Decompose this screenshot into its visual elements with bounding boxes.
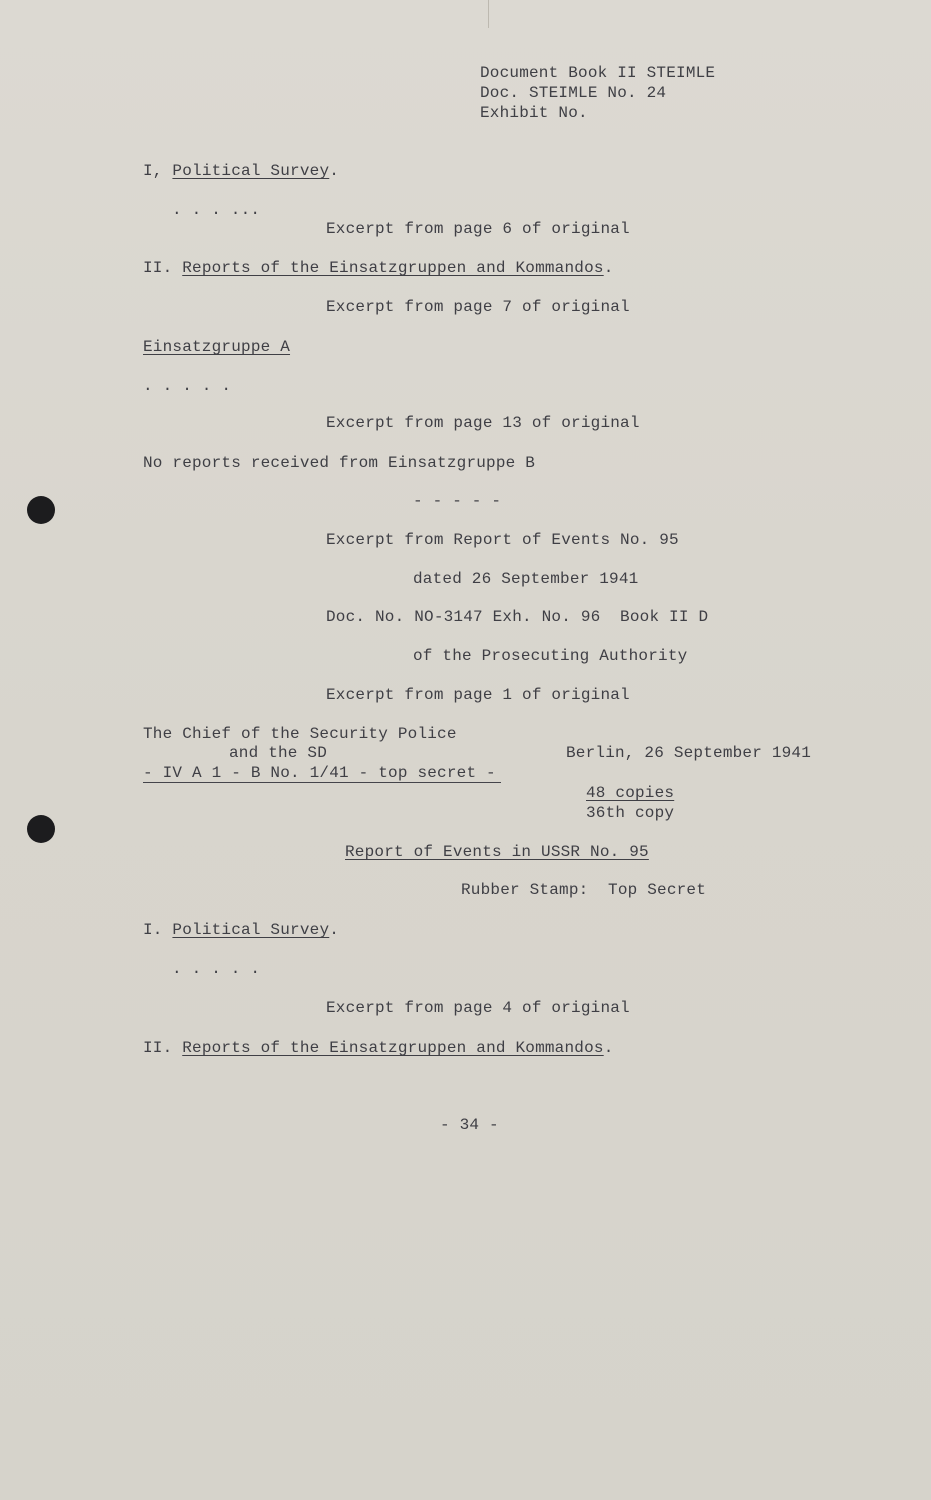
ellipsis-dots: . . . ... bbox=[172, 201, 261, 219]
group-heading: Einsatzgruppe A bbox=[143, 338, 291, 356]
section-heading bbox=[143, 162, 339, 181]
excerpt-line: Excerpt from page 7 of original bbox=[326, 298, 630, 316]
section-number: II. bbox=[143, 259, 173, 277]
authority-line: of the Prosecuting Authority bbox=[413, 647, 688, 665]
sender-title: The Chief of the Security Police bbox=[143, 725, 457, 743]
punch-hole bbox=[27, 496, 55, 524]
document-number-label: Doc. STEIMLE No. 24 bbox=[480, 84, 667, 102]
section-heading bbox=[143, 1039, 614, 1058]
section-number: I. bbox=[143, 921, 163, 939]
section-title: Political Survey bbox=[172, 921, 330, 939]
section-period: . bbox=[603, 1039, 614, 1057]
ellipsis-dots: . . . . . bbox=[172, 960, 261, 978]
section-period: . bbox=[329, 921, 340, 939]
section-heading bbox=[143, 921, 339, 940]
excerpt-line: Excerpt from page 4 of original bbox=[326, 999, 630, 1017]
paper-fold-mark bbox=[488, 0, 489, 28]
file-reference: - IV A 1 - B No. 1/41 - top secret - bbox=[143, 764, 496, 782]
excerpt-line: Excerpt from page 6 of original bbox=[326, 220, 630, 238]
rubber-stamp-note: Rubber Stamp: Top Secret bbox=[461, 881, 707, 899]
excerpt-line: Excerpt from page 1 of original bbox=[326, 686, 630, 704]
section-title: Reports of the Einsatzgruppen and Kommandos bbox=[182, 1039, 604, 1057]
excerpt-line: Excerpt from page 13 of original bbox=[326, 414, 640, 432]
body-text: No reports received from Einsatzgruppe B bbox=[143, 454, 536, 472]
report-reference: Excerpt from Report of Events No. 95 bbox=[326, 531, 679, 549]
section-number: I, bbox=[143, 162, 163, 180]
report-title: Report of Events in USSR No. 95 bbox=[345, 843, 649, 861]
sender-title-cont: and the SD bbox=[229, 744, 328, 762]
section-period: . bbox=[329, 162, 340, 180]
reference-underline bbox=[143, 782, 501, 783]
copies-count: 48 copies bbox=[586, 784, 675, 802]
section-heading bbox=[143, 259, 614, 278]
ellipsis-dots: . . . . . bbox=[143, 377, 232, 395]
document-exhibit-reference: Doc. No. NO-3147 Exh. No. 96 Book II D bbox=[326, 608, 709, 626]
place-date: Berlin, 26 September 1941 bbox=[566, 744, 812, 762]
exhibit-number-label: Exhibit No. bbox=[480, 104, 588, 122]
report-date: dated 26 September 1941 bbox=[413, 570, 639, 588]
section-title: Political Survey bbox=[172, 162, 330, 180]
punch-hole bbox=[27, 815, 55, 843]
page-number: - 34 - bbox=[440, 1116, 499, 1134]
section-period: . bbox=[603, 259, 614, 277]
document-book-label: Document Book II STEIMLE bbox=[480, 64, 716, 82]
copy-number: 36th copy bbox=[586, 804, 675, 822]
section-title: Reports of the Einsatzgruppen and Kommandos bbox=[182, 259, 604, 277]
section-number: II. bbox=[143, 1039, 173, 1057]
dash-separator: - - - - - bbox=[413, 492, 502, 510]
